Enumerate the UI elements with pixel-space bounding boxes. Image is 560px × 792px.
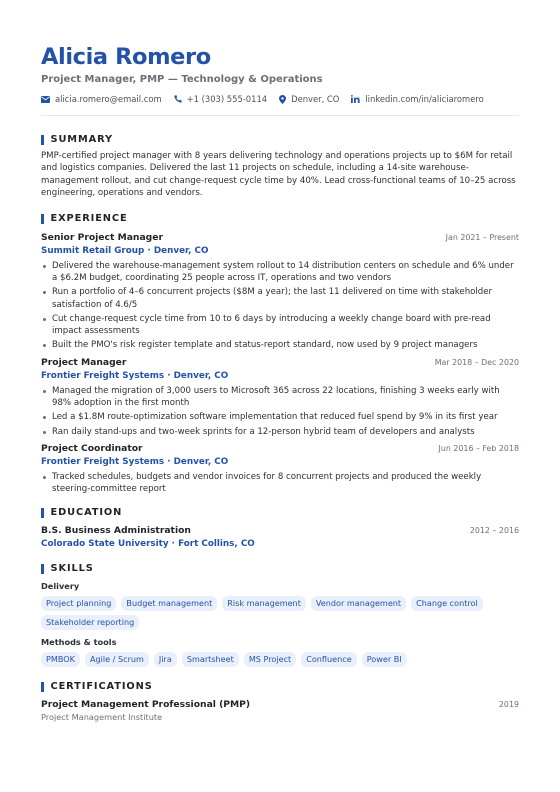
bullet-item: Led a $1.8M route-optimization software implementation that reduced fuel spend by 9% in its first year bbox=[41, 411, 519, 423]
bullet-item: Cut change-request cycle time from 10 to 6 days by introducing a weekly change board with pre-read impact assessments bbox=[41, 313, 519, 338]
phone-text: +1 (303) 555-0114 bbox=[186, 94, 268, 104]
summary-section bbox=[41, 134, 519, 200]
job-entry bbox=[41, 357, 519, 438]
bullet-item: Delivered the warehouse-management system rollout to 14 distribution centers on schedule and 6% under a $6.2M budget, coordinating 25 people across IT, operations and two vendors bbox=[41, 260, 519, 285]
job-dates: Jun 2016 – Feb 2018 bbox=[438, 443, 519, 453]
experience-heading: EXPERIENCE bbox=[41, 213, 519, 225]
education-heading: EDUCATION bbox=[41, 507, 519, 519]
job-organization: Frontier Freight Systems · Denver, CO bbox=[41, 370, 229, 381]
skill-chip: Confluence bbox=[301, 652, 357, 667]
certification-year: 2019 bbox=[498, 700, 519, 710]
location-pin-icon bbox=[279, 95, 286, 104]
job-bullets bbox=[41, 385, 519, 438]
skills-section bbox=[41, 563, 519, 667]
certifications-section bbox=[41, 681, 519, 723]
job-dates: Mar 2018 – Dec 2020 bbox=[434, 357, 519, 367]
candidate-role: Project Manager, PMP — Technology & Operations bbox=[41, 74, 323, 85]
school: Colorado State University · Fort Collins, CO bbox=[41, 539, 255, 550]
contact-linkedin[interactable] bbox=[351, 94, 483, 104]
skill-chip: Risk management bbox=[222, 596, 306, 611]
skill-chip: Vendor management bbox=[311, 596, 406, 611]
education-section bbox=[41, 507, 519, 550]
skill-chip: Budget management bbox=[121, 596, 217, 611]
skill-group-label: Methods & tools bbox=[41, 637, 117, 648]
skill-chip: Change control bbox=[411, 596, 483, 611]
certification-name: Project Management Professional (PMP) bbox=[41, 699, 251, 711]
skill-chip: Stakeholder reporting bbox=[41, 615, 139, 630]
contact-email[interactable] bbox=[41, 94, 162, 104]
job-title: Project Manager bbox=[41, 356, 127, 368]
job-entry bbox=[41, 232, 519, 352]
certification-issuer: Project Management Institute bbox=[41, 712, 163, 723]
skill-chip: Power BI bbox=[362, 652, 407, 667]
skill-chip: Project planning bbox=[41, 596, 116, 611]
job-bullets bbox=[41, 471, 519, 496]
job-organization: Summit Retail Group · Denver, CO bbox=[41, 245, 209, 256]
email-text: alicia.romero@email.com bbox=[55, 94, 162, 104]
contact-location bbox=[279, 94, 339, 104]
bullet-item: Managed the migration of 3,000 users to Microsoft 365 across 22 locations, finishing 3 weeks early with 98% adoption in the first month bbox=[41, 385, 519, 410]
degree: B.S. Business Administration bbox=[41, 525, 191, 537]
skill-chip: Smartsheet bbox=[182, 652, 239, 667]
contact-bar bbox=[41, 92, 519, 106]
summary-heading: SUMMARY bbox=[41, 134, 519, 146]
job-dates: Jan 2021 – Present bbox=[445, 232, 519, 242]
bullet-item: Built the PMO's risk register template and status-report standard, now used by 9 project managers bbox=[41, 339, 519, 351]
skill-group-label: Delivery bbox=[41, 581, 80, 592]
section-accent-bar bbox=[41, 135, 44, 145]
skill-chip: PMBOK bbox=[41, 652, 80, 667]
contact-phone[interactable] bbox=[174, 94, 268, 104]
summary-text: PMP-certified project manager with 8 years delivering technology and operations projects up to $6M for retail and logistics companies. Delivered the last 11 projects on schedule, including a 14-site warehouse-management rollout, and cut change-request cycle time by 40%. Lead cross-functional teams of 10–25 across engineering, operations and vendors. bbox=[41, 151, 516, 199]
bullet-item: Tracked schedules, budgets and vendor invoices for 8 concurrent projects and produced the weekly steering-committee report bbox=[41, 471, 519, 496]
section-accent-bar bbox=[41, 564, 44, 574]
skill-chips-delivery bbox=[41, 596, 519, 630]
section-accent-bar bbox=[41, 214, 44, 224]
job-organization: Frontier Freight Systems · Denver, CO bbox=[41, 456, 229, 467]
linkedin-icon bbox=[351, 95, 360, 103]
header-divider bbox=[41, 115, 519, 116]
section-accent-bar bbox=[41, 682, 44, 692]
job-bullets bbox=[41, 260, 519, 352]
skill-chip: MS Project bbox=[244, 652, 296, 667]
linkedin-text: linkedin.com/in/aliciaromero bbox=[365, 94, 484, 104]
section-accent-bar bbox=[41, 508, 44, 518]
candidate-name: Alicia Romero bbox=[41, 44, 211, 70]
job-title: Senior Project Manager bbox=[41, 231, 163, 243]
job-entry bbox=[41, 443, 519, 496]
experience-section bbox=[41, 213, 519, 496]
certifications-heading: CERTIFICATIONS bbox=[41, 681, 519, 693]
skill-chips-methods bbox=[41, 652, 519, 667]
skills-heading: SKILLS bbox=[41, 563, 519, 575]
phone-icon bbox=[174, 95, 182, 103]
mail-icon bbox=[41, 96, 50, 103]
skill-chip: Jira bbox=[154, 652, 177, 667]
bullet-item: Run a portfolio of 4–6 concurrent projects ($8M a year); the last 11 delivered on time with stakeholder satisfaction of 4.6/5 bbox=[41, 286, 519, 311]
skill-chip: Agile / Scrum bbox=[85, 652, 149, 667]
bullet-item: Ran daily stand-ups and two-week sprints for a 12-person hybrid team of developers and analysts bbox=[41, 426, 519, 438]
job-title: Project Coordinator bbox=[41, 442, 143, 454]
location-text: Denver, CO bbox=[291, 94, 340, 104]
education-dates: 2012 – 2016 bbox=[469, 526, 519, 536]
